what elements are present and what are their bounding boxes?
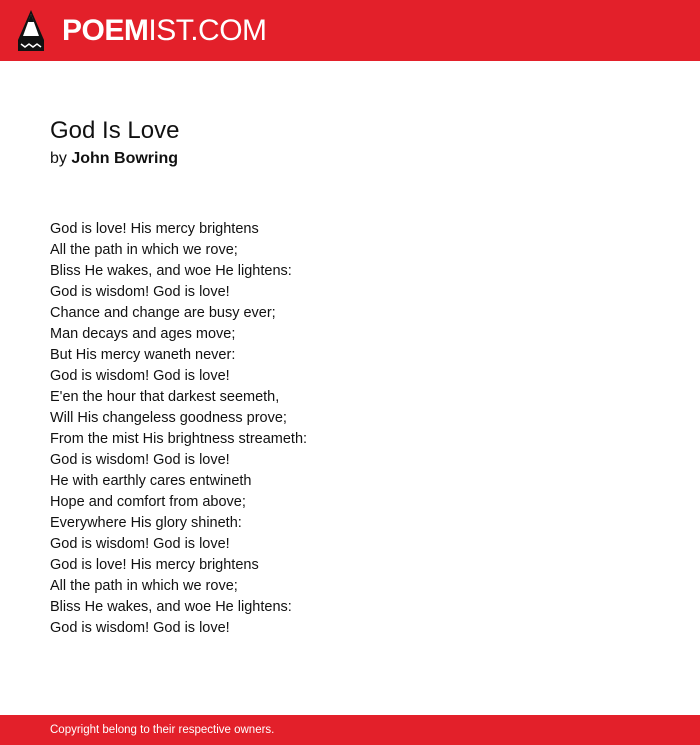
poem-line: Will His changeless goodness prove;: [50, 410, 287, 426]
poem-line: Man decays and ages move;: [50, 326, 236, 342]
poem-line: God is wisdom! God is love!: [50, 620, 230, 636]
poem-byline: [50, 148, 178, 170]
poem-line: He with earthly cares entwineth: [50, 473, 252, 489]
copyright-text: Copyright belong to their respective owners.: [50, 724, 275, 736]
poem-title: God Is Love: [50, 117, 180, 144]
poem-line: God is wisdom! God is love!: [50, 536, 230, 552]
poem-line: Chance and change are busy ever;: [50, 305, 276, 321]
poem-line: Hope and comfort from above;: [50, 494, 246, 510]
byline-prefix: by: [50, 150, 67, 167]
poem-line: From the mist His brightness streameth:: [50, 431, 308, 447]
site-brand-link[interactable]: [62, 12, 267, 50]
poem-author: John Bowring: [71, 150, 179, 167]
poem-line: Bliss He wakes, and woe He lightens:: [50, 599, 292, 615]
poem-line: God is wisdom! God is love!: [50, 284, 230, 300]
site-footer: [0, 715, 700, 745]
site-header: [0, 0, 700, 61]
poem-line: E'en the hour that darkest seemeth,: [50, 389, 280, 405]
brand-light-text: IST.COM: [148, 14, 267, 47]
poem-line: God is wisdom! God is love!: [50, 452, 230, 468]
poem-line: God is love! His mercy brightens: [50, 221, 259, 237]
poem-line: God is wisdom! God is love!: [50, 368, 230, 384]
poem-line: God is love! His mercy brightens: [50, 557, 259, 573]
poem-line: Bliss He wakes, and woe He lightens:: [50, 263, 292, 279]
poem-line: But His mercy waneth never:: [50, 347, 236, 363]
poem-line: All the path in which we rove;: [50, 242, 238, 258]
pencil-logo-icon[interactable]: [18, 10, 44, 51]
poem-line: All the path in which we rove;: [50, 578, 238, 594]
poem-line: Everywhere His glory shineth:: [50, 515, 242, 531]
brand-strong-text: POEM: [62, 14, 149, 47]
poem-lines: [50, 219, 307, 639]
